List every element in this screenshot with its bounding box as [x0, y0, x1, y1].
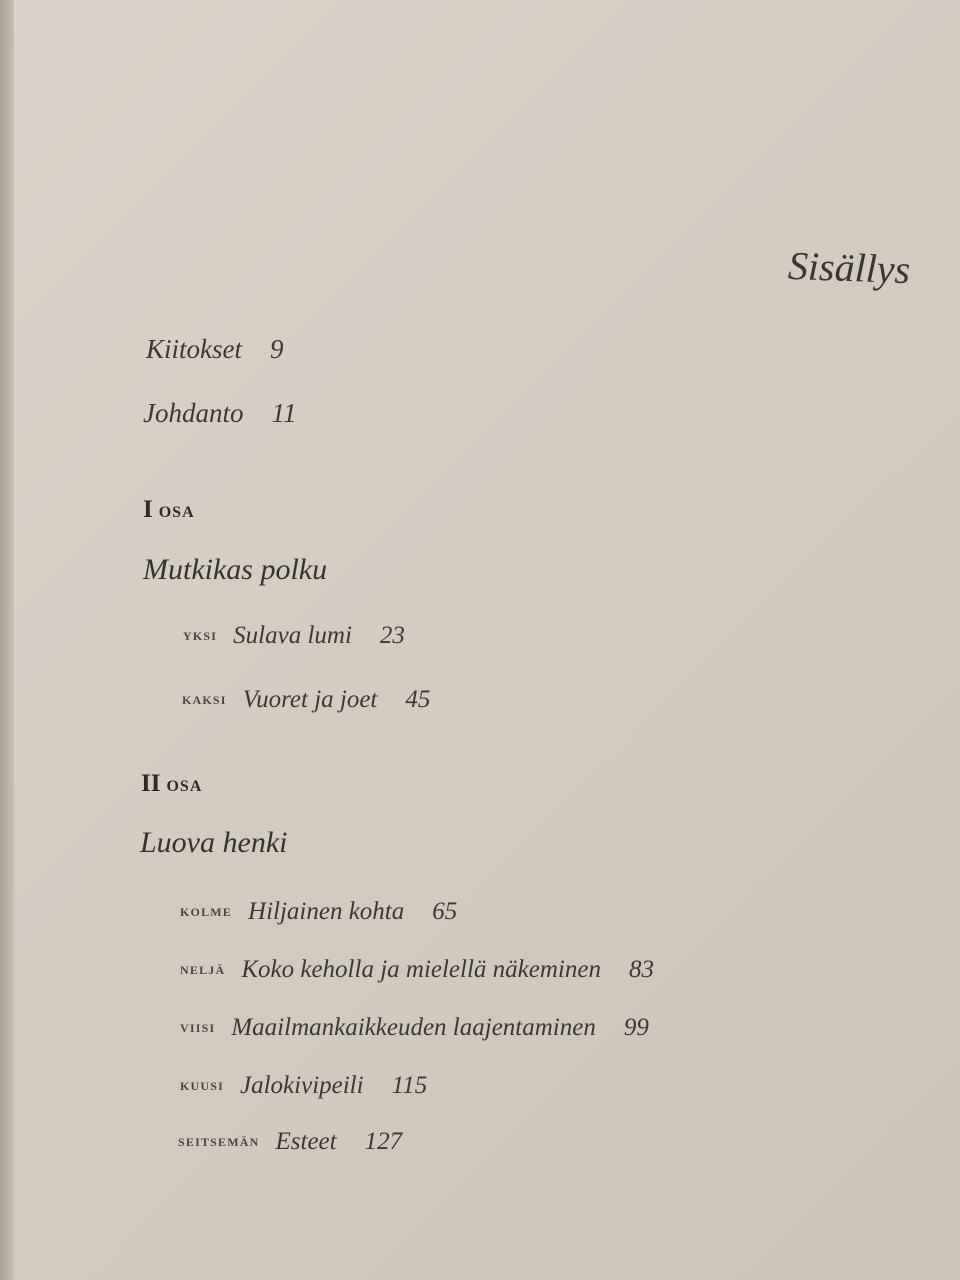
chapter-entry: [180, 1012, 649, 1042]
chapter-page: 65: [432, 898, 458, 925]
entry-title: Johdanto: [143, 398, 244, 428]
chapter-ordinal: SEITSEMÄN: [178, 1135, 260, 1149]
chapter-ordinal: VIISI: [180, 1021, 216, 1035]
part-osa-label: OSA: [166, 778, 203, 795]
chapter-title: Koko keholla ja mielellä näkeminen: [241, 956, 601, 983]
entry-page: 9: [270, 334, 284, 364]
toc-entry-acknowledgements: [146, 334, 284, 365]
chapter-entry: [180, 954, 654, 984]
chapter-title: Sulava lumi: [233, 622, 352, 649]
toc-entry-introduction: [143, 398, 297, 429]
chapter-title: Maailmankaikkeuden laajentaminen: [231, 1014, 596, 1041]
part-title-2: Luova henki: [140, 826, 288, 859]
page-title: Sisällys: [787, 242, 911, 293]
part-heading-2: [141, 770, 202, 798]
chapter-page: 45: [405, 686, 431, 713]
chapter-title: Vuoret ja joet: [242, 686, 378, 713]
chapter-ordinal: KOLME: [180, 905, 233, 919]
chapter-ordinal: YKSI: [183, 629, 218, 643]
part-number: I: [143, 496, 153, 523]
chapter-entry: [180, 1070, 427, 1100]
entry-page: 11: [271, 398, 297, 428]
chapter-page: 127: [364, 1128, 403, 1155]
part-osa-label: OSA: [158, 504, 195, 521]
chapter-page: 115: [391, 1072, 428, 1099]
chapter-title: Jalokivipeili: [240, 1072, 364, 1099]
chapter-title: Hiljainen kohta: [248, 898, 405, 925]
part-number: II: [141, 770, 161, 797]
chapter-title: Esteet: [275, 1128, 337, 1155]
chapter-ordinal: KAKSI: [182, 693, 227, 707]
chapter-ordinal: KUUSI: [180, 1079, 225, 1093]
chapter-page: 99: [623, 1014, 649, 1041]
chapter-ordinal: NELJÄ: [180, 963, 226, 977]
chapter-entry: [182, 684, 430, 714]
chapter-entry: [178, 1126, 402, 1156]
entry-title: Kiitokset: [146, 334, 242, 364]
chapter-page: 83: [628, 956, 654, 983]
part-heading-1: [143, 496, 195, 524]
chapter-page: 23: [379, 622, 405, 649]
part-title-1: Mutkikas polku: [143, 553, 328, 586]
chapter-entry: [180, 896, 457, 926]
chapter-entry: [183, 620, 405, 650]
